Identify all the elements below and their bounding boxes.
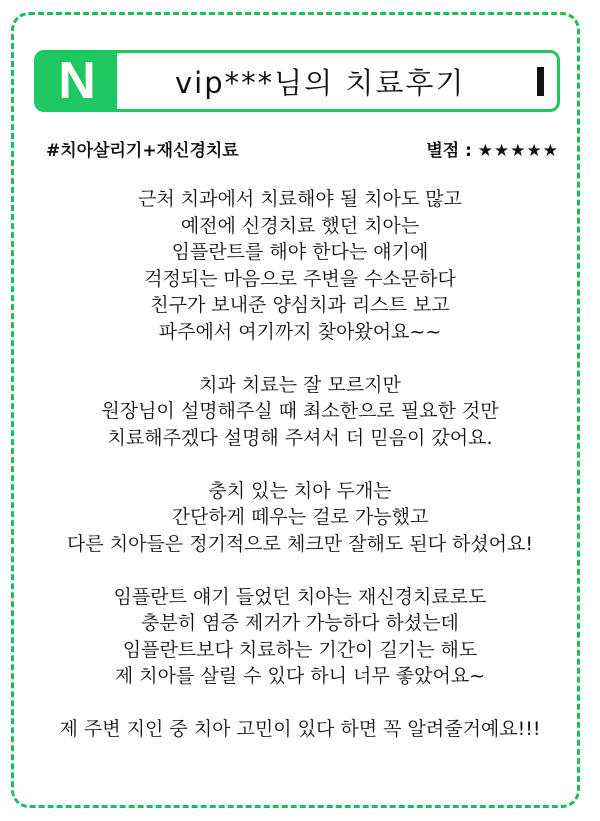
review-line: 원장님이 설명해주실 때 최소한으로 필요한 것만 xyxy=(101,400,499,422)
rating xyxy=(426,136,559,161)
review-paragraph xyxy=(30,372,570,452)
naver-logo xyxy=(37,53,117,109)
review-line: 걱정되는 마음으로 주변을 수소문하다 xyxy=(144,267,456,290)
rating-label: 별점 : xyxy=(426,140,478,161)
review-line: 파주에서 여기까지 찾아왔어요~~ xyxy=(158,320,442,343)
review-line: 제 치아를 살릴 수 있다 하니 너무 좋았어요~ xyxy=(114,665,486,687)
review-paragraph xyxy=(30,186,570,345)
review-line: 친구가 보내준 양심치과 리스트 보고 xyxy=(150,294,450,316)
rating-stars: ★★★★★ xyxy=(477,140,559,161)
review-paragraph xyxy=(30,716,570,743)
review-line: 임플란트를 해야 한다는 얘기에 xyxy=(171,241,429,263)
review-meta-row xyxy=(46,136,559,160)
review-line: 간단하게 떼우는 걸로 가능했고 xyxy=(171,506,429,528)
hashtag-label: #치아살리기+재신경치료 xyxy=(46,140,239,161)
search-bar[interactable] xyxy=(34,50,560,112)
review-line: 임플란트 얘기 들었던 치아는 재신경치료로도 xyxy=(113,585,487,608)
review-body xyxy=(30,186,570,743)
review-line: 예전에 신경치료 했던 치아는 xyxy=(180,214,420,237)
review-line: 충치 있는 치아 두개는 xyxy=(208,479,392,502)
review-line: 근처 치과에서 치료해야 될 치아도 많고 xyxy=(138,188,462,210)
search-query-text[interactable]: vip***님의 치료후기 xyxy=(175,65,466,100)
review-line: 임플란트보다 치료하는 기간이 길기는 해도 xyxy=(122,638,478,661)
review-paragraph xyxy=(30,584,570,690)
review-line: 다른 치아들은 정기적으로 체크만 잘해도 된다 하셨어요! xyxy=(67,532,533,555)
text-cursor xyxy=(537,67,544,96)
review-line: 충분히 염증 제거가 가능하다 하셨는데 xyxy=(141,612,459,634)
review-line: 치료해주겠다 설명해 주셔서 더 믿음이 갔어요. xyxy=(107,426,493,449)
review-paragraph xyxy=(30,478,570,558)
logo-letter: N xyxy=(58,52,96,110)
review-line: 제 주변 지인 중 치아 고민이 있다 하면 꼭 알려줄거예요!!! xyxy=(59,718,541,740)
review-line: 치과 치료는 잘 모르지만 xyxy=(199,373,401,396)
